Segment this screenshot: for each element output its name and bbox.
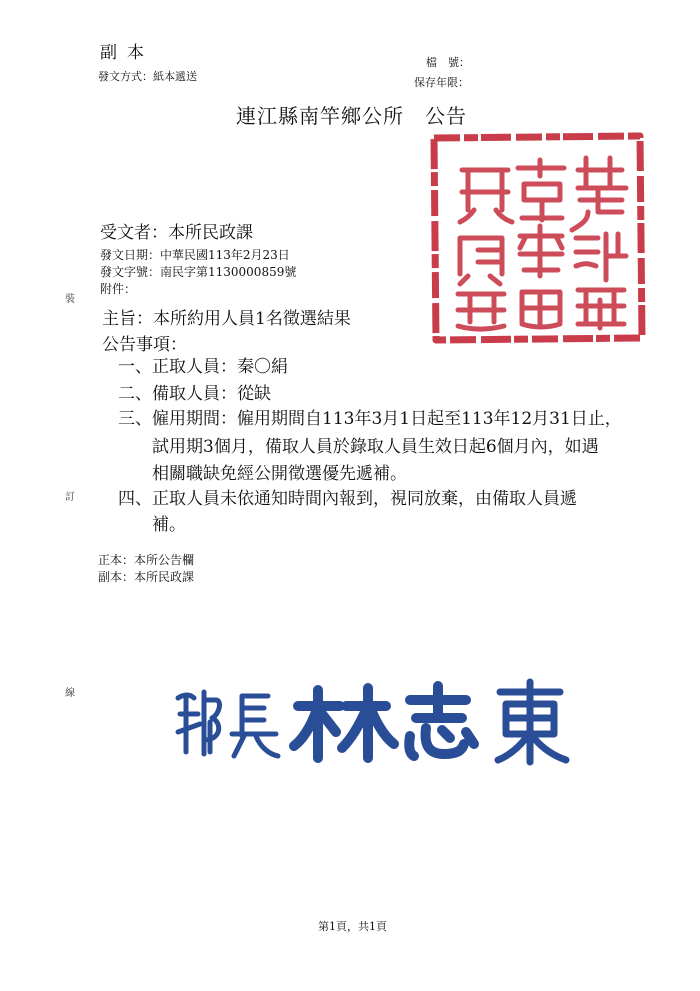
original-recipient: 正本：本所公告欄	[98, 553, 195, 567]
notice-item-continuation: 相關職缺免經公開徵選優先遞補。	[152, 464, 407, 484]
notice-item: 四、正取人員未依通知時間內報到，視同放棄，由備取人員遞	[118, 489, 577, 509]
notice-heading: 公告事項：	[102, 335, 187, 355]
notice-item-continuation: 補。	[152, 515, 186, 535]
binding-mark: 訂	[65, 492, 75, 503]
binding-mark: 線	[65, 688, 75, 699]
attachment-label: 附件：	[100, 282, 137, 296]
issue-date: 發文日期：中華民國113年2月23日	[100, 248, 290, 262]
page-footer: 第1頁，共1頁	[318, 920, 387, 933]
mayor-signature-stamp	[170, 678, 580, 768]
document-number: 發文字號：南民字第1130000859號	[100, 265, 297, 279]
recipient: 受文者：本所民政課	[100, 223, 253, 243]
notice-item-continuation: 試用期3個月，備取人員於錄取人員生效日起6個月內，如遇	[152, 437, 599, 457]
notice-item: 一、正取人員：秦〇絹	[118, 357, 288, 377]
subject-line: 主旨：本所約用人員1名徵選結果	[102, 309, 351, 329]
official-seal-stamp	[428, 130, 646, 346]
send-method: 發文方式：紙本遞送	[98, 70, 197, 83]
document-title: 連江縣南竿鄉公所 公告	[236, 104, 467, 128]
notice-item: 二、備取人員：從缺	[118, 384, 271, 404]
notice-item: 三、僱用期間：僱用期間自113年3月1日起至113年12月31日止，	[118, 409, 622, 429]
retention-period-label: 保存年限：	[414, 76, 469, 89]
copy-mark: 副本	[100, 43, 154, 63]
binding-mark: 裝	[65, 294, 75, 305]
copy-recipient: 副本：本所民政課	[98, 570, 195, 584]
file-number-label: 檔 號：	[426, 56, 470, 69]
